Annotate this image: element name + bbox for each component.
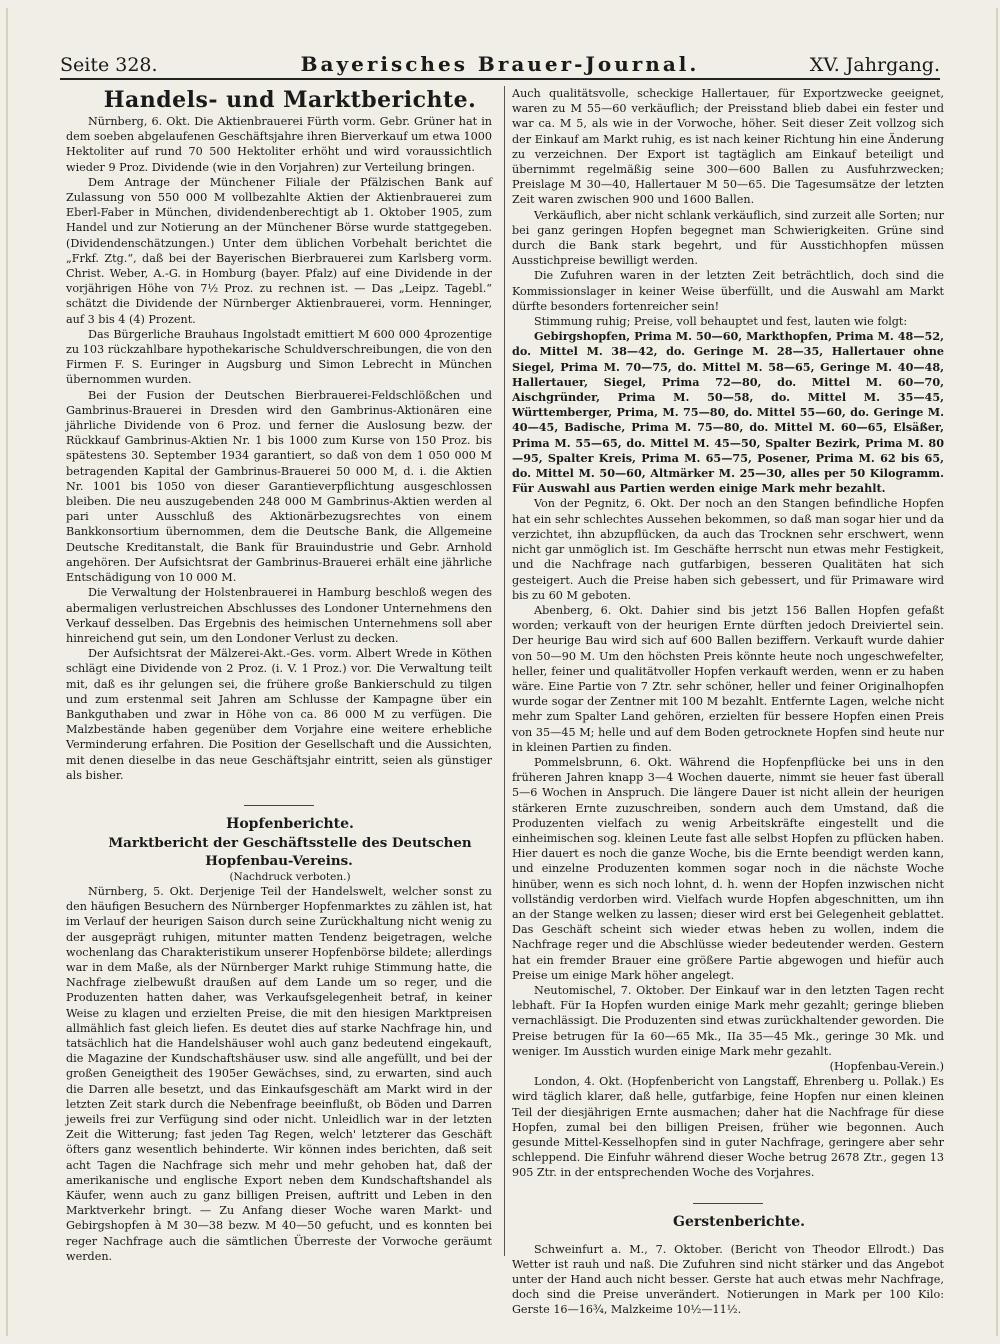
article-paragraph: Auch qualitätsvolle, scheckige Hallertauer, für Exportzwecke geeignet, waren zu M 55—60 verkäuflich; der Preisstand blieb dabei ein fester und war ca. M 5, als wie in der Vorwoche, höher. Seit dieser Zeit vollzog sich der Einkauf am Markt ruhig, es ist nach keiner Richtung hin eine Änderung zu verzeichnen. Der Export ist tagtäglich am Einkauf beteiligt und übernimmt regelmäßig seine 300—600 Ballen zu Ausfuhrzwecken; Preislage M 30—40, Hallertauer M 50—65. Die Tagesumsätze der letzten Zeit waren zwischen 900 und 1600 Ballen.: [512, 87, 944, 207]
section-title: Handels- und Marktberichte.: [103, 87, 477, 113]
price-list: Gebirgshopfen, Prima M. 50—60, Markthopfen, Prima M. 48—52, do. Mittel M. 38—42, do. Geringe M. 28—35, Hallertauer ohne Siegel, Prima M. 70—75, do. Mittel M. 58—65, Geringe M. 40—48, Hallertauer, Siegel, Prima 72—80, do. Mittel M. 60—70, Aischgründer, Prima M. 50—58, do. Mittel M. 35—45, Württemberger, Prima, M. 75—80, do. Mittel 55—60, do. Geringe M. 40—45, Badische, Prima M. 75—80, do. Mittel M. 60—65, Elsäßer, Prima M. 55—65, do. Mittel M. 45—50, Spalter Bezirk, Prima M. 80—95, Spalter Kreis, Prima M. 65—75, Posener, Prima M. 62 bis 65, do. Mittel M. 50—60, Altmärker M. 25—30, alles per 50 Kilogramm. Für Auswahl aus Partien werden einige Mark mehr bezahlt.: [512, 329, 944, 496]
article-paragraph: Nürnberg, 6. Okt. Die Aktienbrauerei Fürth vorm. Gebr. Grüner hat in dem soeben abgelaufenen Geschäftsjahre ihren Bierverkauf um etwa 1000 Hektoliter auf rund 70 500 Hektoliter erhöht und wird voraussichtlich wieder 9 Proz. Dividende (wie in den Vorjahren) zur Verteilung bringen.: [66, 115, 492, 174]
article-paragraph: Stimmung ruhig; Preise, voll behauptet und fest, lauten wie folgt:: [534, 315, 908, 329]
article-paragraph: Von der Pegnitz, 6. Okt. Der noch an den Stangen befindliche Hopfen hat ein sehr schlechtes Aussehen bekommen, so daß man sogar hier und da verzichtet, ihn abzupflücken, da auch das Trocknen sehr erschwert, wenn nicht gar unmöglich ist. Im Geschäfte herrscht nun etwas mehr Festigkeit, und die Nachfrage nach gutfarbigen, besseren Qualitäten hat sich gesteigert. Auch die Preise haben sich gebessert, und für Primaware wird bis zu 60 M geboten.: [512, 497, 944, 602]
header-rule: [60, 78, 940, 80]
article-paragraph: Schweinfurt a. M., 7. Oktober. (Bericht von Theodor Ellrodt.) Das Wetter ist rauh und naß. Die Zufuhren sind nicht stärker und das Angebot unter der Hand auch nicht besser. Gerste hat auch etwas mehr Nachfrage, doch sind die Preise unverändert. Notierungen in Mark per 100 Kilo: Gerste 16—16¾, Malzkeime 10½—11½.: [512, 1242, 944, 1317]
article-paragraph: Die Zufuhren waren in der letzten Zeit beträchtlich, doch sind die Kommissionslager in keiner Weise überfüllt, und die Auswahl am Markt dürfte besonders fortenreicher sein!: [512, 269, 944, 313]
market-report-title: Marktbericht der Geschäftsstelle des Deutschen Hopfenbau-Vereins.: [108, 834, 472, 869]
article-paragraph: London, 4. Okt. (Hopfenbericht von Langstaff, Ehrenberg u. Pollak.) Es wird täglich klarer, daß helle, gutfarbige, feine Hopfen nur einen kleinen Teil der diesjährigen Ernte ausmachen; daher hat die Nachfrage für diese Hopfen, zumal bei den billigen Preisen, früher wie begonnen. Auch gesunde Mittel-Kesselhopfen sind in guter Nachfrage, geringere aber sehr schleppend. Die Einfuhr während dieser Woche betrug 2678 Ztr., gegen 13 905 Ztr. in der entsprechenden Woche des Vorjahres.: [512, 1075, 944, 1180]
volume-label: XV. Jahrgang.: [809, 54, 940, 76]
barley-section-title: Gerstenberichte.: [672, 1213, 805, 1230]
article-paragraph: Dem Antrage der Münchener Filiale der Pfälzischen Bank auf Zulassung von 550 000 M vollbezahlte Aktien der Aktienbrauerei zum Eberl-Faber in München, dividendenberechtigt ab 1. Oktober 1905, zum Handel und zur Notierung an der Münchener Börse wurde stattgegeben. (Dividendenschätzungen.) Unter dem üblichen Vorbehalt berichtet die „Frkf. Ztg.“, daß bei der Bayerischen Bierbrauerei zum Karlsberg vorm. Christ. Weber, A.-G. in Homburg (bayer. Pfalz) auf eine Dividende in der vorjährigen Höhe von 7½ Proz. zu rechnen ist. — Das „Leipz. Tagebl.“ schätzt die Dividende der Nürnberger Aktienbrauerei, vorm. Henninger, auf 3 bis 4 (4) Prozent.: [66, 175, 492, 326]
section-divider: [244, 805, 314, 806]
right-column: [512, 86, 944, 1317]
article-paragraph: Nürnberg, 5. Okt. Derjenige Teil der Handelswelt, welcher sonst zu den häufigen Besuchern des Nürnberger Hopfenmarktes zu zählen ist, hat im Verlauf der heurigen Saison durch seine Zurückhaltung nicht wenig zu der ausgeprägt ruhigen, mitunter matten Tendenz beigetragen, welche wochenlang das Charakteristikum unserer Hopfenbörse bildete; allerdings war in dem Maße, als der Nürnberger Markt ruhige Stimmung hatte, die Nachfrage zielbewußt draußen auf dem Lande um so reger, und die Produzenten hatten daher, was Verkaufsgelegenheit betraf, in keiner Weise zu klagen und erzielten Preise, die mit den hiesigen Marktpreisen allmählich fast gleich liefen. Es deutet dies auf starke Nachfrage hin, und tatsächlich hat die Handelshäuser wohl auch ganz bedeutend eingekauft, die Magazine der Kundschaftshäuser usw. sind alle angefüllt, und bei der großen Geneigtheit des 1905er Gewächses, sind, zu erwarten, sind auch die Darren alle besetzt, und das Einkaufsgeschäft am Markt wird in der letzten Zeit stark durch die Nebenfrage beeinflußt, ob Böden und Darren jeweils frei zur Verfügung sind oder nicht. Unleidlich war in der letzten Zeit die Witterung; fast jeden Tag Regen, welch' letzterer das Geschäft öfters ganz wesentlich behinderte. Wir können indes berichten, daß seit acht Tagen die Nachfrage sich mehr und mehr gehoben hat, daß der amerikanische und englische Export neben dem Kundschaftshandel als Käufer, wenn auch zu ganz billigen Preisen, auftritt und Leben in den Marktverkehr bringt. — Zu Anfang dieser Woche waren Markt- und Gebirgshopfen à M 30—38 bezw. M 40—50 gefucht, und es konnten bei reger Nachfrage auch die sämtlichen Überreste der Vorwoche geräumt werden.: [66, 884, 492, 1263]
journal-title: Bayerisches Brauer-Journal.: [300, 52, 700, 76]
left-column: [66, 86, 492, 1263]
attribution: (Hopfenbau-Verein.): [829, 1060, 944, 1073]
reprint-note: (Nachdruck verboten.): [229, 870, 351, 883]
page-number: Seite 328.: [60, 54, 158, 76]
article-paragraph: Neutomischel, 7. Oktober. Der Einkauf war in den letzten Tagen recht lebhaft. Für Ia Hopfen wurden einige Mark mehr gezahlt; geringe blieben vernachlässigt. Die Produzenten sind etwas zurückhaltender geworden. Die Preise betrugen für Ia 60—65 Mk., IIa 35—45 Mk., geringe 30 Mk. und weniger. Im Ausstich wurden einige Mark mehr gezahlt.: [512, 983, 944, 1058]
article-paragraph: Pommelsbrunn, 6. Okt. Während die Hopfenpflücke bei uns in den früheren Jahren knapp 3—4 Wochen dauerte, nimmt sie heuer fast überall 5—6 Wochen in Anspruch. Die längere Dauer ist nicht allein der heurigen stärkeren Ernte zuzuschreiben, sondern auch dem Umstand, daß die Produzenten vielfach zu wenig Arbeitskräfte eingestellt und die einheimischen sog. kleinen Leute fast alle selbst Hopfen zu pflücken haben. Hier dauert es noch die ganze Woche, bis die Ernte beendigt werden kann, und einzelne Produzenten kommen sogar noch in die nächste Woche hinüber, wenn es sich noch lohnt, d. h. wenn der Hopfen inzwischen nicht vollständig verdorben wird. Vielfach wurde Hopfen abgeschnitten, um ihn an der Stange welken zu lassen; dieser wird erst bei Gelegenheit geblattet. Das Geschäft scheint sich wieder etwas heben zu wollen, indem die Nachfrage reger und die Abschlüsse wieder bedeutender werden. Gestern hat ein fremder Brauer eine größere Partie abgewogen und hiefür auch Preise um einige Mark höher angelegt.: [512, 755, 944, 982]
article-paragraph: Bei der Fusion der Deutschen Bierbrauerei-Feldschlößchen und Gambrinus-Brauerei in Dresden wird den Gambrinus-Aktionären eine jährliche Dividende von 6 Proz. und ferner die Auslosung bezw. der Rückkauf Gambrinus-Aktien Nr. 1 bis 1000 zum Kurse von 150 Proz. bis spätestens 30. September 1934 garantiert, so daß von dem 1 050 000 M betragenden Kapital der Gambrinus-Brauerei 50 000 M, d. i. die Aktien Nr. 1001 bis 1050 von dieser Garantieverpflichtung ausgeschlossen bleiben. Die neu auszugebenden 248 000 M Gambrinus-Aktien werden al pari unter Ausschluß des Aktionärbezugsrechtes von einem Bankkonsortium übernommen, dem die Deutsche Bank, die Allgemeine Deutsche Kreditanstalt, die Bank für Brauindustrie und Gebr. Arnhold angehören. Der Aufsichtsrat der Gambrinus-Brauerei erhält eine jährliche Entschädigung von 10 000 M.: [66, 388, 492, 585]
article-paragraph: Die Verwaltung der Holstenbrauerei in Hamburg beschloß wegen des abermaligen verlustreichen Abschlusses des Londoner Unternehmens den Verkauf desselben. Das Ergebnis des heimischen Unternehmens soll aber hinreichend gut sein, um den Londoner Verlust zu decken.: [66, 586, 492, 645]
section-divider: [693, 1203, 763, 1204]
article-paragraph: Der Aufsichtsrat der Mälzerei-Akt.-Ges. vorm. Albert Wrede in Köthen schlägt eine Dividende von 2 Proz. (i. V. 1 Proz.) vor. Die Verwaltung teilt mit, daß es ihr gelungen sei, die frühere große Bankierschuld zu tilgen und zum erstenmal seit Jahren am Schlusse der Kampagne über ein Bankguthaben und zwar in Höhe von ca. 86 000 M zu verfügen. Die Malzbestände haben gegenüber dem Vorjahre eine weitere erhebliche Verminderung erfahren. Die Position der Gesellschaft und die Aussichten, mit denen dieselbe in das neue Geschäftsjahr eintritt, seien als günstiger als bisher.: [66, 647, 492, 782]
column-divider: [504, 86, 505, 1256]
article-paragraph: Das Bürgerliche Brauhaus Ingolstadt emittiert M 600 000 4prozentige zu 103 rückzahlbare hypothekarische Schuldverschreibungen, die von den Firmen F. S. Euringer in Augsburg und Simon Lebrecht in München übernommen wurden.: [66, 327, 492, 387]
article-paragraph: Abenberg, 6. Okt. Dahier sind bis jetzt 156 Ballen Hopfen gefaßt worden; verkauft von der heurigen Ernte dürften jedoch Dreiviertel sein. Der heurige Bau wird sich auf 600 Ballen beziffern. Verkauft wurde dahier von 50—90 M. Um den höchsten Preis könnte heute noch ungeschwefelter, heller, feiner und qualitätvoller Hopfen verkauft werden, wenn er zu haben wäre. Eine Partie von 7 Ztr. sehr schöner, heller und feiner Originalhopfen wurde sogar der Zentner mit 100 M bezahlt. Entfernte Lagen, welche nicht mehr zum Spalter Land gehören, erzielten für bessere Hopfen einen Preis von 35—45 M; helle und auf dem Boden getrocknete Hopfen sind heute nur in kleinen Partien zu finden.: [512, 603, 944, 754]
article-paragraph: Verkäuflich, aber nicht schlank verkäuflich, sind zurzeit alle Sorten; nur bei ganz geringen Hopfen begegnet man Schwierigkeiten. Grüne sind durch die Bank stark begehrt, und für Ausstichhopfen müssen Ausstichpreise bewilligt werden.: [512, 208, 944, 268]
spacer: [512, 1232, 944, 1242]
hop-section-title: Hopfenberichte.: [226, 815, 354, 832]
